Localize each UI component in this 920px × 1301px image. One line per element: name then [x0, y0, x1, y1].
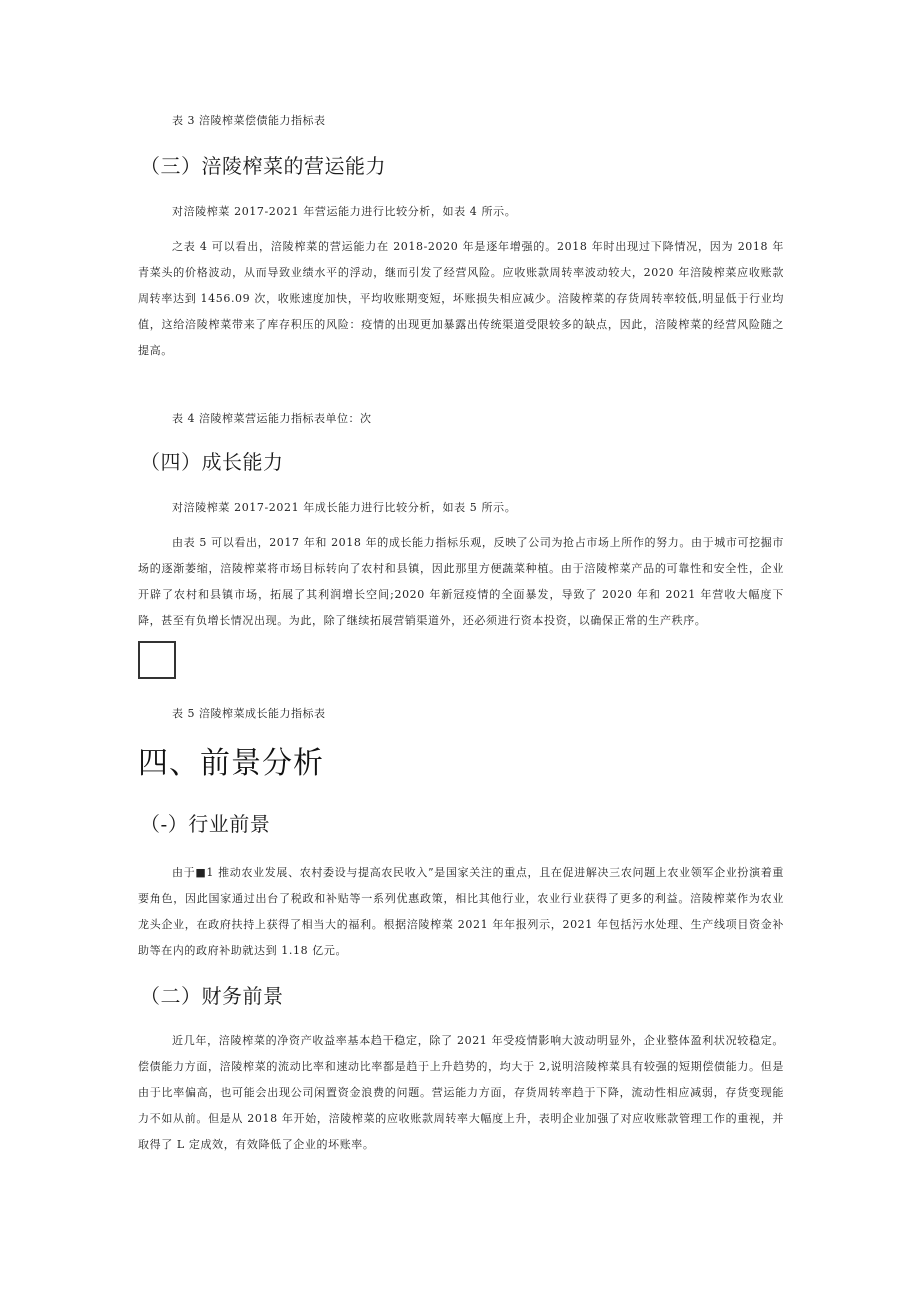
operating-intro: 对涪陵榨菜 2017-2021 年营运能力进行比较分析，如表 4 所示。: [172, 205, 517, 218]
table4-caption: 表 4 涪陵榨菜营运能力指标表单位：次: [172, 412, 372, 425]
table5-caption: 表 5 涪陵榨菜成长能力指标表: [172, 707, 326, 720]
outlook-heading: 四、前景分析: [138, 746, 324, 781]
operating-body: 之表 4 可以看出，涪陵榨菜的营运能力在 2018-2020 年是逐年增强的。2018 年时出现过下降情况，因为 2018 年青菜头的价格波动，从而导致业绩水平的浮动，继而引发了经营风险。应收账款周转率波动较大，2020 年涪陵榨菜应收账款周转率达到 1456.09 次，收账速度加快，平均收账期变短，坏账损失相应减少。涪陵榨菜的存货周转率较低,明显低于行业均值，这给涪陵榨菜带来了库存积压的风险：疫情的出现更加暴露出传统渠道受限较多的缺点，因此，涪陵榨菜的经营风险随之提高。: [138, 240, 784, 357]
finance-heading: （二）财务前景: [140, 984, 284, 1008]
growth-intro: 对涪陵榨菜 2017-2021 年成长能力进行比较分析，如表 5 所示。: [172, 501, 517, 514]
industry-body: 由于■1 推动农业发展、农村委设与提高农民收入”是国家关注的重点，且在促进解决三农问题上农业领军企业扮演着重要角色，因此国家通过出台了税政和补贴等一系列优惠政策，相比其他行业，农业行业获得了更多的利益。涪陵榨菜作为农业龙头企业，在政府扶持上获得了相当大的福利。根据涪陵榨菜 2021 年年报列示，2021 年包括污水处理、生产线项目资金补助等在内的政府补助就达到 1.18 亿元。: [138, 866, 784, 957]
operating-heading: （三）涪陵榨菜的营运能力: [140, 154, 386, 178]
growth-heading: （四）成长能力: [140, 450, 284, 474]
table3-caption: 表 3 涪陵榨菜偿债能力指标表: [172, 114, 326, 127]
growth-body: 由表 5 可以看出，2017 年和 2018 年的成长能力指标乐观，反映了公司为抢占市场上所作的努力。由于城市可挖掘市场的逐渐萎缩，涪陵榨菜将市场目标转向了农村和县镇，因此那里方便蔬菜种植。由于涪陵榨菜产品的可靠性和安全性，企业开辟了农村和县镇市场，拓展了其利润增长空间;2020 年新冠疫情的全面暴发，导致了 2020 年和 2021 年营收大幅度下降，甚至有负增长情况出现。为此，除了继续拓展营销渠道外，还必须进行资本投资，以确保正常的生产秩序。: [138, 536, 784, 627]
finance-body: 近几年，涪陵榨菜的净资产收益率基本趋干稳定，除了 2021 年受疫情影响大波动明显外，企业整体盈利状况较稳定。偿债能力方面，涪陵榨菜的流动比率和速动比率都是趋于上升趋势的，均大于 2,说明涪陵榨菜具有较强的短期偿债能力。但是由于比率偏高，也可能会出现公司闲置资金浪费的问题。营运能力方面，存货周转率趋于下降，流动性相应减弱，存货变现能力不如从前。但是从 2018 年开始，涪陵榨菜的应收账款周转率大幅度上升，表明企业加强了对应收账款管理工作的重视，并取得了 L 定成效，有效降低了企业的坏账率。: [138, 1034, 784, 1151]
image-placeholder: [138, 641, 176, 679]
industry-heading: （-）行业前景: [140, 812, 271, 836]
